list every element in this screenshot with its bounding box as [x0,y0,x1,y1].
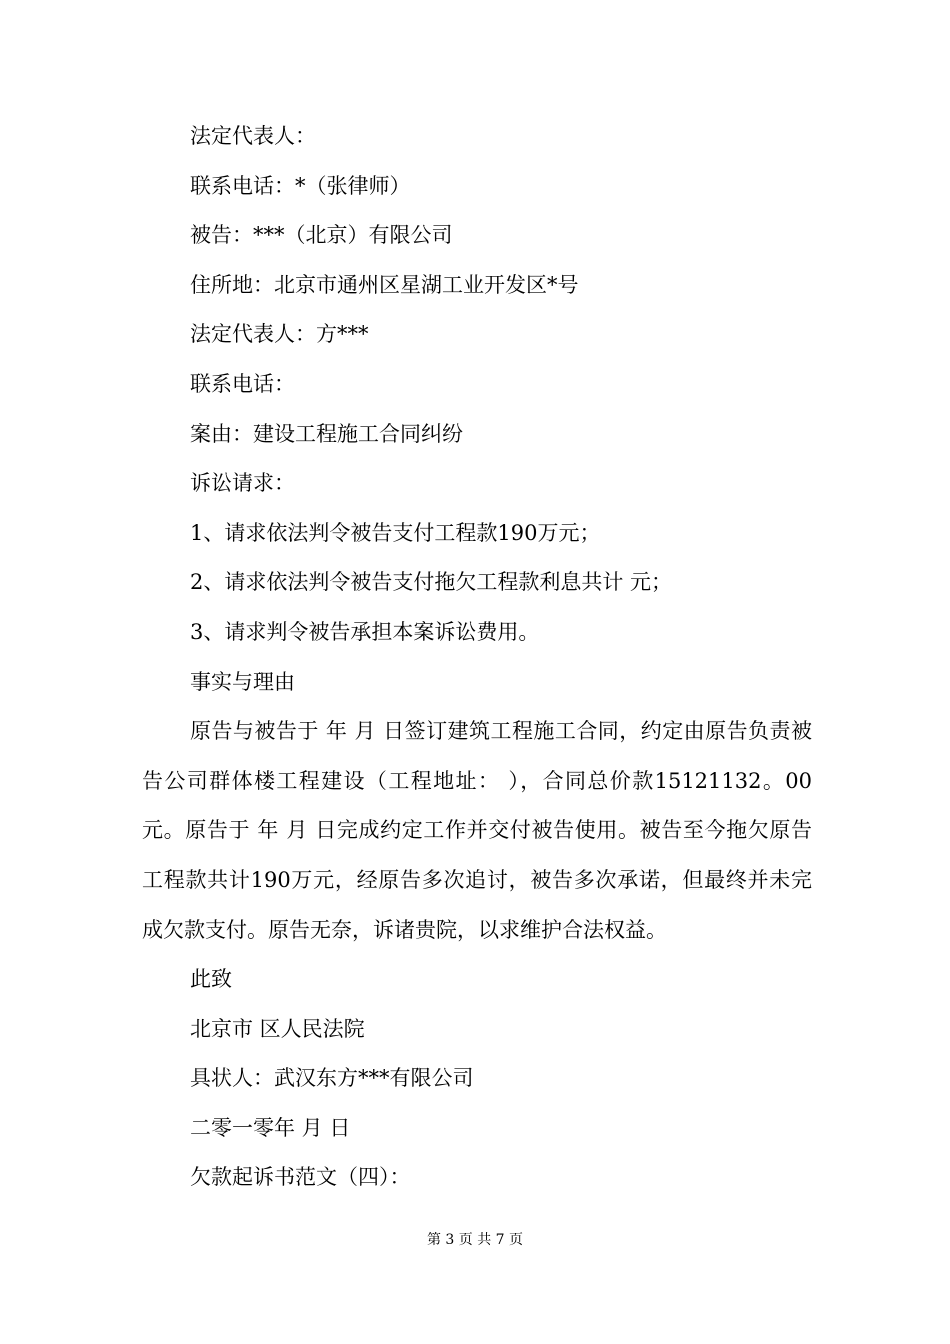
document-body [142,112,812,1203]
salutation-line: 此致 [190,967,232,992]
claim-item-2: 2、请求依法判令被告支付拖欠工程款利息共计 元； [190,570,673,595]
defendant-legal-rep-line: 法定代表人：方*** [190,322,369,347]
defendant-contact-phone-line: 联系电话： [190,371,295,396]
defendant-prior-legal-rep-line: 法定代表人： [190,124,316,148]
claim-item-1: 1、请求依法判令被告支付工程款190万元； [190,520,601,545]
court-name-line: 北京市 区人民法院 [190,1016,365,1041]
defendant-name-line: 被告：***（北京）有限公司 [190,223,453,248]
date-line: 二零一零年 月 日 [190,1115,351,1140]
page-number-footer: 第 3 页 共 7 页 [426,1232,524,1248]
case-cause-line: 案由：建设工程施工合同纠纷 [190,421,463,446]
signatory-line: 具状人：武汉东方***有限公司 [190,1066,474,1091]
next-section-heading: 欠款起诉书范文（四）： [190,1165,411,1190]
plaintiff-contact-phone-line: 联系电话：*（张律师） [190,173,411,198]
claim-item-3: 3、请求判令被告承担本案诉讼费用。 [190,619,540,644]
facts-paragraph: 原告与被告于 年 月 日签订建筑工程施工合同，约定由原告负责被告公司群体楼工程建设（工程地址： ），合同总价款15121132。00元。原告于 年 月 日完成约定工作并交付被告使用。被告至今拖欠原告工程款共计190万元，经原告多次追讨，被告多次承诺，但最终并未完成欠款支付。原告无奈，诉诸贵院，以求维护合法权益。 [142,719,812,942]
defendant-address-line: 住所地：北京市通州区星湖工业开发区*号 [190,272,579,297]
facts-heading: 事实与理由 [190,669,295,694]
claims-heading: 诉讼请求： [190,471,295,496]
